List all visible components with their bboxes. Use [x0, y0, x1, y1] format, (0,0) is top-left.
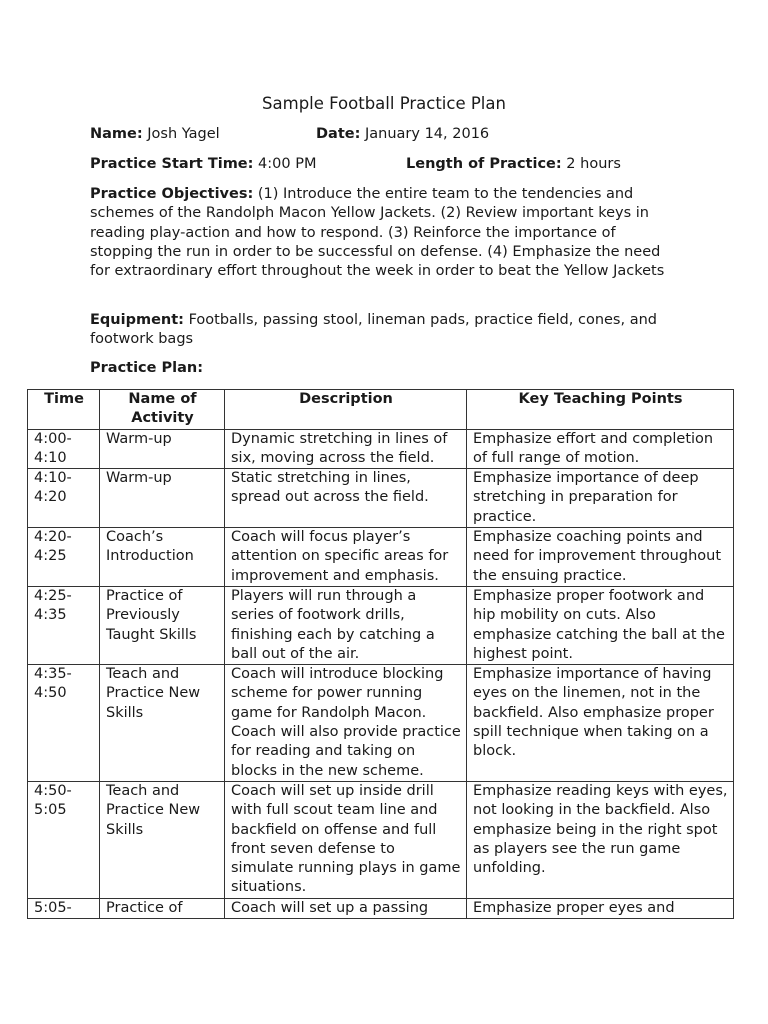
name-value: Josh Yagel — [147, 126, 220, 142]
table-row — [28, 528, 734, 587]
cell-time: 5:05- — [28, 898, 100, 918]
cell-description: Static stretching in lines, spread out across the field. — [225, 469, 467, 528]
equipment-paragraph — [90, 311, 670, 350]
cell-activity: Practice of — [100, 898, 225, 918]
cell-description: Dynamic stretching in lines of six, moving across the field. — [225, 429, 467, 469]
cell-description: Coach will set up inside drill with full scout team line and backfield on offense and full front seven defense to simulate running plays in game situations. — [225, 781, 467, 898]
page-background-fill — [0, 919, 768, 1024]
objectives-paragraph — [90, 185, 680, 281]
cell-activity: Teach and Practice New Skills — [100, 781, 225, 898]
table-row — [28, 781, 734, 898]
date-value: January 14, 2016 — [365, 126, 490, 142]
equipment-text: Footballs, passing stool, lineman pads, practice field, cones, and footwork bags — [90, 312, 657, 348]
cell-key-points: Emphasize importance of having eyes on the linemen, not in the backfield. Also emphasize proper spill technique when taking on a block. — [467, 665, 734, 782]
table-row — [28, 665, 734, 782]
practice-plan-table — [27, 389, 734, 919]
cell-key-points: Emphasize coaching points and need for improvement throughout the ensuing practice. — [467, 528, 734, 587]
start-time-value: 4:00 PM — [258, 156, 317, 172]
table-row — [28, 429, 734, 469]
cell-key-points: Emphasize reading keys with eyes, not looking in the backfield. Also emphasize being in the right spot as players see the run game unfolding. — [467, 781, 734, 898]
length-label: Length of Practice: — [406, 156, 562, 172]
objectives-text: (1) Introduce the entire team to the tendencies and schemes of the Randolph Macon Yellow Jackets. (2) Review important keys in reading play-action and how to respond. (3) Reinforce the importance of stopping the run in order to be successful on defense. (4) Emphasize the need for extraordinary effort throughout the week in order to beat the Yellow Jackets — [90, 186, 665, 280]
objectives-label: Practice Objectives: — [90, 186, 254, 202]
table-header-row — [28, 390, 734, 430]
table-row — [28, 469, 734, 528]
cell-key-points: Emphasize proper footwork and hip mobility on cuts. Also emphasize catching the ball at the highest point. — [467, 586, 734, 664]
header-activity: Name of Activity — [100, 390, 225, 430]
cell-time: 4:25-4:35 — [28, 586, 100, 664]
date-label: Date: — [316, 126, 361, 142]
equipment-label: Equipment: — [90, 312, 184, 328]
cell-activity: Teach and Practice New Skills — [100, 665, 225, 782]
length-line — [406, 155, 621, 174]
name-line — [90, 125, 220, 144]
cell-activity: Warm-up — [100, 429, 225, 469]
name-label: Name: — [90, 126, 143, 142]
cell-time: 4:20-4:25 — [28, 528, 100, 587]
cell-description: Coach will introduce blocking scheme for power running game for Randolph Macon. Coach will also provide practice for reading and taking on blocks in the new scheme. — [225, 665, 467, 782]
cell-activity: Coach’s Introduction — [100, 528, 225, 587]
date-line — [316, 125, 489, 144]
cell-time: 4:10-4:20 — [28, 469, 100, 528]
header-time: Time — [28, 390, 100, 430]
header-key-points: Key Teaching Points — [467, 390, 734, 430]
cell-activity: Practice of Previously Taught Skills — [100, 586, 225, 664]
cell-key-points: Emphasize effort and completion of full range of motion. — [467, 429, 734, 469]
cell-time: 4:50-5:05 — [28, 781, 100, 898]
practice-plan-label: Practice Plan: — [90, 360, 204, 376]
start-time-line — [90, 155, 316, 174]
cell-key-points: Emphasize proper eyes and — [467, 898, 734, 918]
start-time-label: Practice Start Time: — [90, 156, 254, 172]
table-row — [28, 898, 734, 918]
cell-activity: Warm-up — [100, 469, 225, 528]
header-description: Description — [225, 390, 467, 430]
table-row — [28, 586, 734, 664]
cell-description: Coach will set up a passing — [225, 898, 467, 918]
cell-description: Players will run through a series of footwork drills, finishing each by catching a ball out of the air. — [225, 586, 467, 664]
length-value: 2 hours — [566, 156, 621, 172]
cell-key-points: Emphasize importance of deep stretching in preparation for practice. — [467, 469, 734, 528]
cell-description: Coach will focus player’s attention on specific areas for improvement and emphasis. — [225, 528, 467, 587]
cell-time: 4:35-4:50 — [28, 665, 100, 782]
document-title: Sample Football Practice Plan — [262, 94, 506, 113]
cell-time: 4:00-4:10 — [28, 429, 100, 469]
